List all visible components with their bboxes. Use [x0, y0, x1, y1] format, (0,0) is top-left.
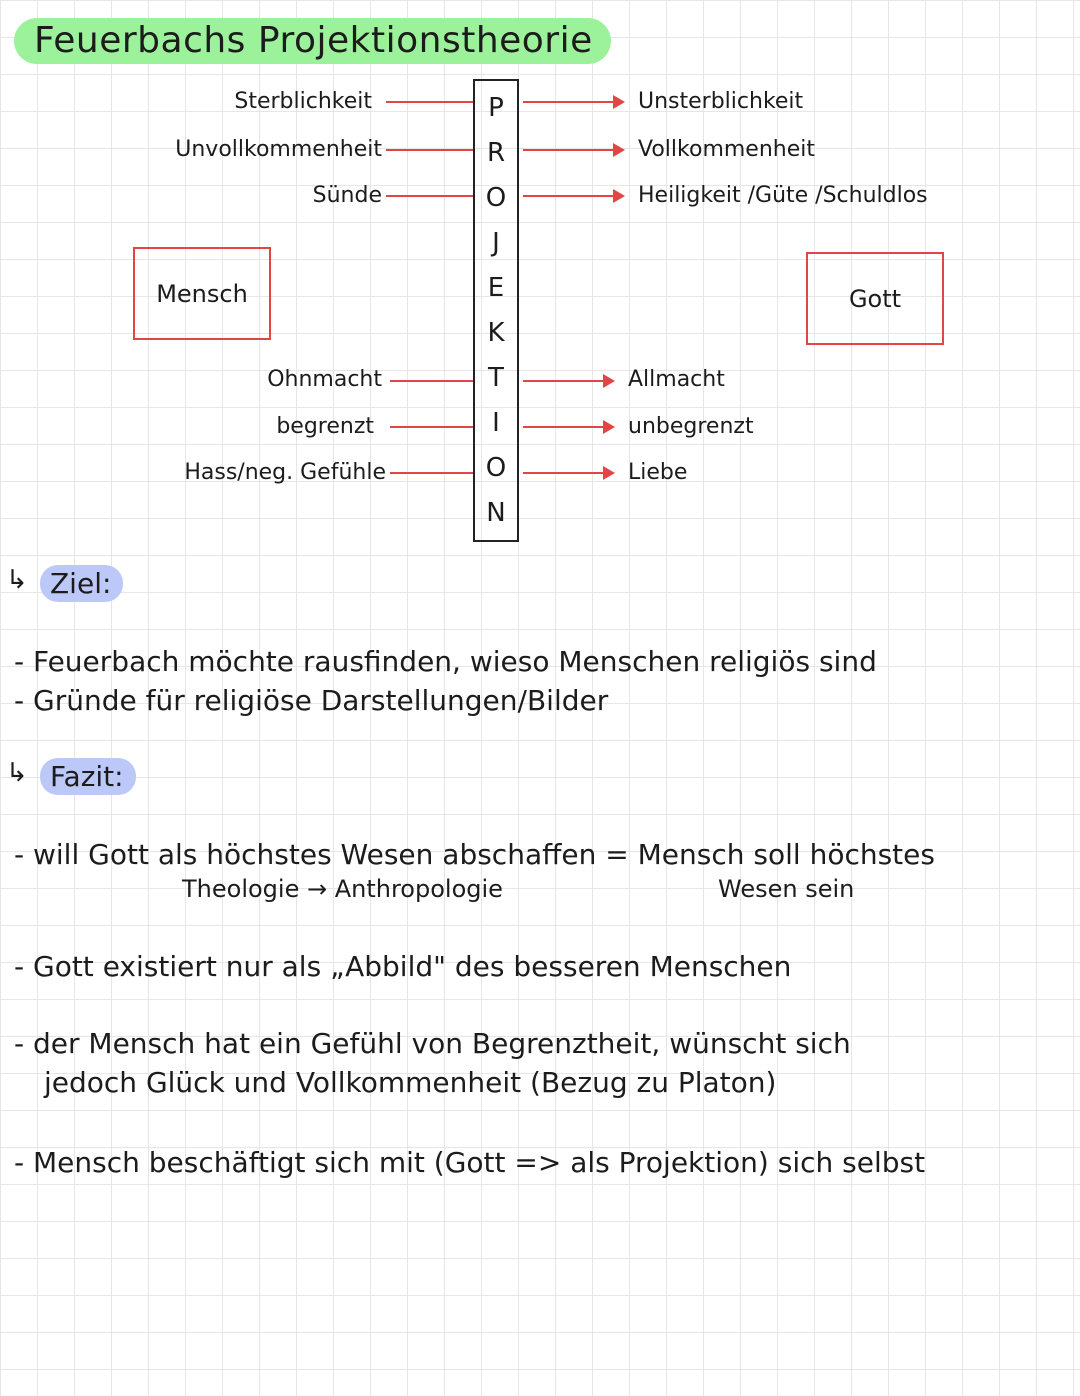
projection-letter: R: [486, 137, 506, 168]
fazit-item-3-line-1: - der Mensch hat ein Gefühl von Begrenztheit, wünscht sich: [14, 1027, 851, 1060]
god-box: [806, 252, 944, 345]
fazit-item-3-line-2: jedoch Glück und Vollkommenheit (Bezug zu Platon): [44, 1066, 777, 1099]
hook-arrow-icon: ↳: [6, 758, 28, 788]
projection-letter: O: [485, 453, 507, 484]
arrow-icon: [523, 380, 613, 382]
ziel-heading: Ziel:: [40, 565, 123, 602]
arrow-icon: [523, 149, 623, 151]
arrow-icon: [523, 472, 613, 474]
human-attribute-2: Unvollkommenheit: [175, 137, 382, 162]
connector-line: [390, 472, 473, 474]
connector-line: [390, 426, 473, 428]
projection-letter: P: [488, 92, 504, 123]
projection-column: [473, 79, 519, 542]
human-box: [133, 247, 271, 340]
connector-line: [386, 101, 473, 103]
fazit-item-1: - will Gott als höchstes Wesen abschaffen = Mensch soll höchstes: [14, 838, 935, 871]
projection-letter: N: [486, 498, 506, 529]
human-attribute-5: begrenzt: [276, 414, 374, 439]
arrow-icon: [523, 426, 613, 428]
arrow-icon: [523, 195, 623, 197]
projection-letter: K: [487, 318, 505, 349]
ziel-item-2: - Gründe für religiöse Darstellungen/Bilder: [14, 684, 609, 717]
projection-letter: I: [492, 408, 500, 439]
fazit-item-2: - Gott existiert nur als „Abbild" des besseren Menschen: [14, 950, 792, 983]
human-attribute-4: Ohnmacht: [267, 367, 382, 392]
fazit-item-4: - Mensch beschäftigt sich mit (Gott => als Projektion) sich selbst: [14, 1146, 926, 1179]
connector-line: [386, 195, 473, 197]
connector-line: [390, 380, 473, 382]
arrow-icon: [523, 101, 623, 103]
ziel-item-1: - Feuerbach möchte rausfinden, wieso Menschen religiös sind: [14, 645, 877, 678]
human-attribute-1: Sterblichkeit: [234, 89, 372, 114]
human-attribute-6: Hass/neg. Gefühle: [184, 460, 386, 485]
fazit-item-1-sub-left: Theologie → Anthropologie: [182, 875, 503, 903]
projection-letter: O: [485, 182, 507, 213]
page-title: Feuerbachs Projektionstheorie: [14, 18, 611, 64]
hook-arrow-icon: ↳: [6, 565, 28, 595]
god-attribute-1: Unsterblichkeit: [638, 89, 804, 114]
projection-letter: J: [492, 227, 500, 258]
fazit-heading: Fazit:: [40, 758, 136, 795]
god-attribute-2: Vollkommenheit: [638, 137, 815, 162]
human-box-label: Mensch: [156, 279, 248, 308]
god-attribute-6: Liebe: [628, 460, 688, 485]
projection-letter: E: [487, 272, 505, 303]
god-attribute-3: Heiligkeit /Güte /Schuldlos: [638, 183, 928, 208]
god-attribute-4: Allmacht: [628, 367, 725, 392]
projection-letter: T: [488, 363, 504, 394]
human-attribute-3: Sünde: [312, 183, 382, 208]
connector-line: [386, 149, 473, 151]
god-box-label: Gott: [848, 284, 902, 313]
fazit-item-1-sub-right: Wesen sein: [718, 875, 855, 903]
god-attribute-5: unbegrenzt: [628, 414, 754, 439]
